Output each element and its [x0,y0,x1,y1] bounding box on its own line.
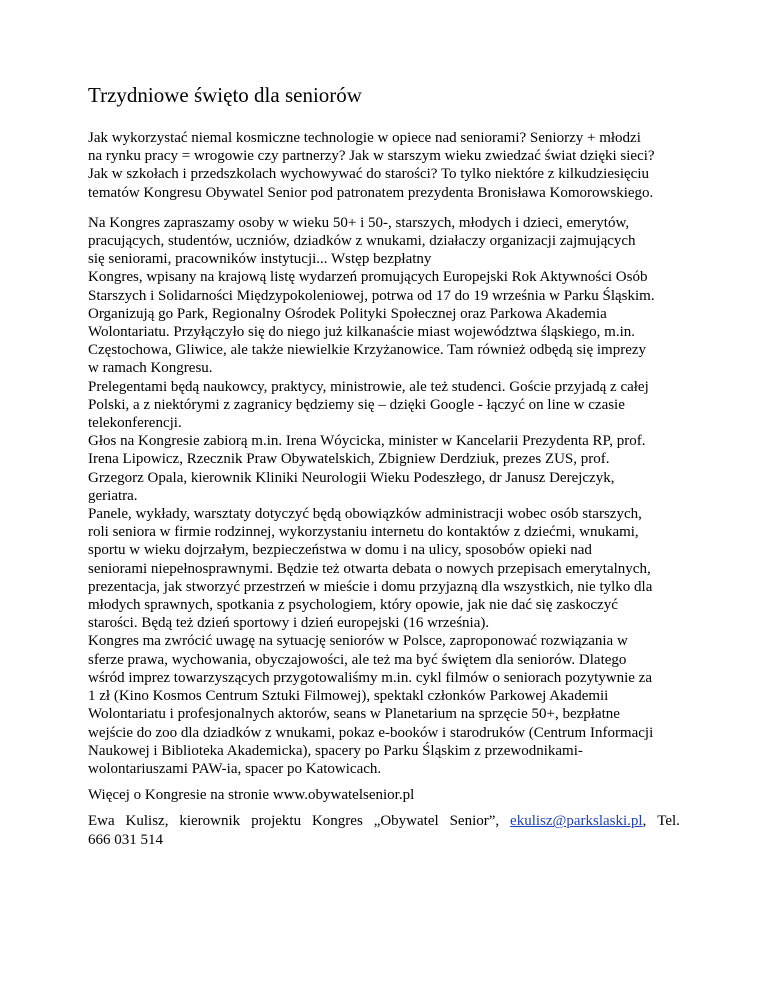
contact-email-group [510,812,646,830]
contact-word: „Obywatel [373,813,439,830]
text-line: sportu w wieku dojrzałym, bezpieczeństwa w domu i na ulicy, sposobów opieki nad [88,542,592,559]
text-line: Częstochowa, Gliwice, ale także niewielkie Krzyżanowice. Tam również odbędą się imprezy [88,342,647,359]
more-info-text: Więcej o Kongresie na stronie www.obywatelsenior.pl [88,787,415,804]
text-line: tematów Kongresu Obywatel Senior pod patronatem prezydenta Bronisława Komorowskiego. [88,184,654,201]
text-line: Jak wykorzystać niemal kosmiczne technologie w opiece nad seniorami? Seniorzy + młodzi [88,130,641,146]
paragraph-gap [88,804,680,812]
main-paragraph [88,214,680,778]
text-line: 1 zł (Kino Kosmos Centrum Sztuki Filmowej), spektakl członków Parkowej Akademii [88,688,609,705]
text-line: Organizują go Park, Regionalny Ośrodek Polityki Społecznej oraz Parkowa Akademia [88,305,607,322]
text-line: geriatra. [88,487,138,504]
text-line: Głos na Kongresie zabiorą m.in. Irena Wóycicka, minister w Kancelarii Prezydenta RP, prof. [88,433,646,450]
paragraph-gap [88,778,680,786]
text-line: prezentacja, jak stworzyć przestrzeń w mieście i domu przyjazną dla wszystkich, nie tylko dla [88,578,653,595]
text-line: Prelegentami będą naukowcy, praktycy, ministrowie, ale też studenci. Goście przyjadą z całej [88,378,649,395]
text-line: roli seniora w firmie rodzinnej, wykorzystaniu internetu do kontaktów z dziećmi, wnukami, [88,524,639,541]
text-line: Panele, wykłady, warsztaty dotyczyć będą obowiązków administracji wobec osób starszych, [88,506,642,523]
contact-line [88,812,680,830]
text-line: starości. Będą też dzień sportowy i dzień europejski (16 września). [88,615,490,632]
contact-word: projektu [251,813,302,830]
intro-paragraph [88,129,680,202]
text-line: Wolontariatu. Przyłączyło się do niego już kilkanaście miast województwa śląskiego, m.in. [88,324,635,341]
contact-word: kierownik [179,813,241,830]
text-line: Starszych i Solidarności Międzypokoleniowej, potrwa od 17 do 19 września w Parku Śląskim. [88,287,655,304]
contact-word: Ewa [88,813,115,830]
text-line: pracujących, studentów, uczniów, dziadków z wnukami, działaczy organizacji zajmujących [88,233,636,250]
text-line: seniorami niepełnosprawnymi. Będzie też otwarta debata o nowych przepisach emerytalnych, [88,560,651,577]
contact-word: Senior”, [449,813,500,830]
contact-email-link[interactable]: ekulisz@parkslaski.pl [510,813,643,830]
text-line: Polski, a z niektórymi z zagranicy będziemy się – dzięki Google - łączyć on line w czasie [88,396,625,413]
text-line: Wolontariatu i profesjonalnych aktorów, seans w Planetarium na sprzęcie 50+, bezpłatne [88,706,620,723]
text-line: młodych sprawnych, spotkania z psychologiem, który opowie, jak nie dać się zaskoczyć [88,597,618,614]
text-line: telekonferencji. [88,415,182,432]
text-line: na rynku pracy = wrogowie czy partnerzy? Jak w starszym wieku zwiedzać świat dzięki sieci? [88,148,655,165]
text-line: wśród imprez towarzyszących przygotowaliśmy m.in. cykl filmów o seniorach pozytywnie za [88,669,653,686]
contact-tel-label: Tel. [657,813,680,830]
text-line: wolontariuszami PAW-ia, spacer po Katowicach. [88,760,382,777]
text-line: Irena Lipowicz, Rzecznik Praw Obywatelskich, Zbigniew Derdziuk, prezes ZUS, prof. [88,451,610,468]
contact-paragraph [88,812,680,848]
contact-comma: , [642,813,647,830]
text-line: Kongres ma zwrócić uwagę na sytuację seniorów w Polsce, zaproponować rozwiązania w [88,633,628,650]
paragraph-gap [88,202,680,214]
document-title: Trzydniowe święto dla seniorów [88,83,362,107]
contact-phone: 666 031 514 [88,831,163,848]
text-line: Na Kongres zapraszamy osoby w wieku 50+ i 50-, starszych, młodych i dzieci, emerytów, [88,214,630,231]
text-line: sferze prawa, wychowania, obyczajowości, ale też ma być świętem dla seniorów. Dlatego [88,651,627,668]
document-page [88,82,680,849]
contact-word: Kongres [311,813,363,830]
text-line: Grzegorz Opala, kierownik Kliniki Neurologii Wieku Podeszłego, dr Janusz Derejczyk, [88,469,615,486]
text-line: Jak w szkołach i przedszkolach wychowywać do starości? To tylko niektóre z kilkudziesięciu [88,166,649,183]
text-line: Kongres, wpisany na krajową listę wydarzeń promujących Europejski Rok Aktywności Osób [88,269,648,286]
text-line: wejście do zoo dla dziadków z wnukami, pokaz e-booków i starodruków (Centrum Informacji [88,724,654,741]
text-line: Naukowej i Biblioteka Akademicka), spacery po Parku Śląskim z przewodnikami- [88,742,583,759]
more-info-paragraph [88,786,680,804]
text-line: w ramach Kongresu. [88,360,213,377]
text-line: się seniorami, pracowników instytucji... Wstęp bezpłatny [88,251,432,268]
contact-word: Kulisz, [125,813,169,830]
